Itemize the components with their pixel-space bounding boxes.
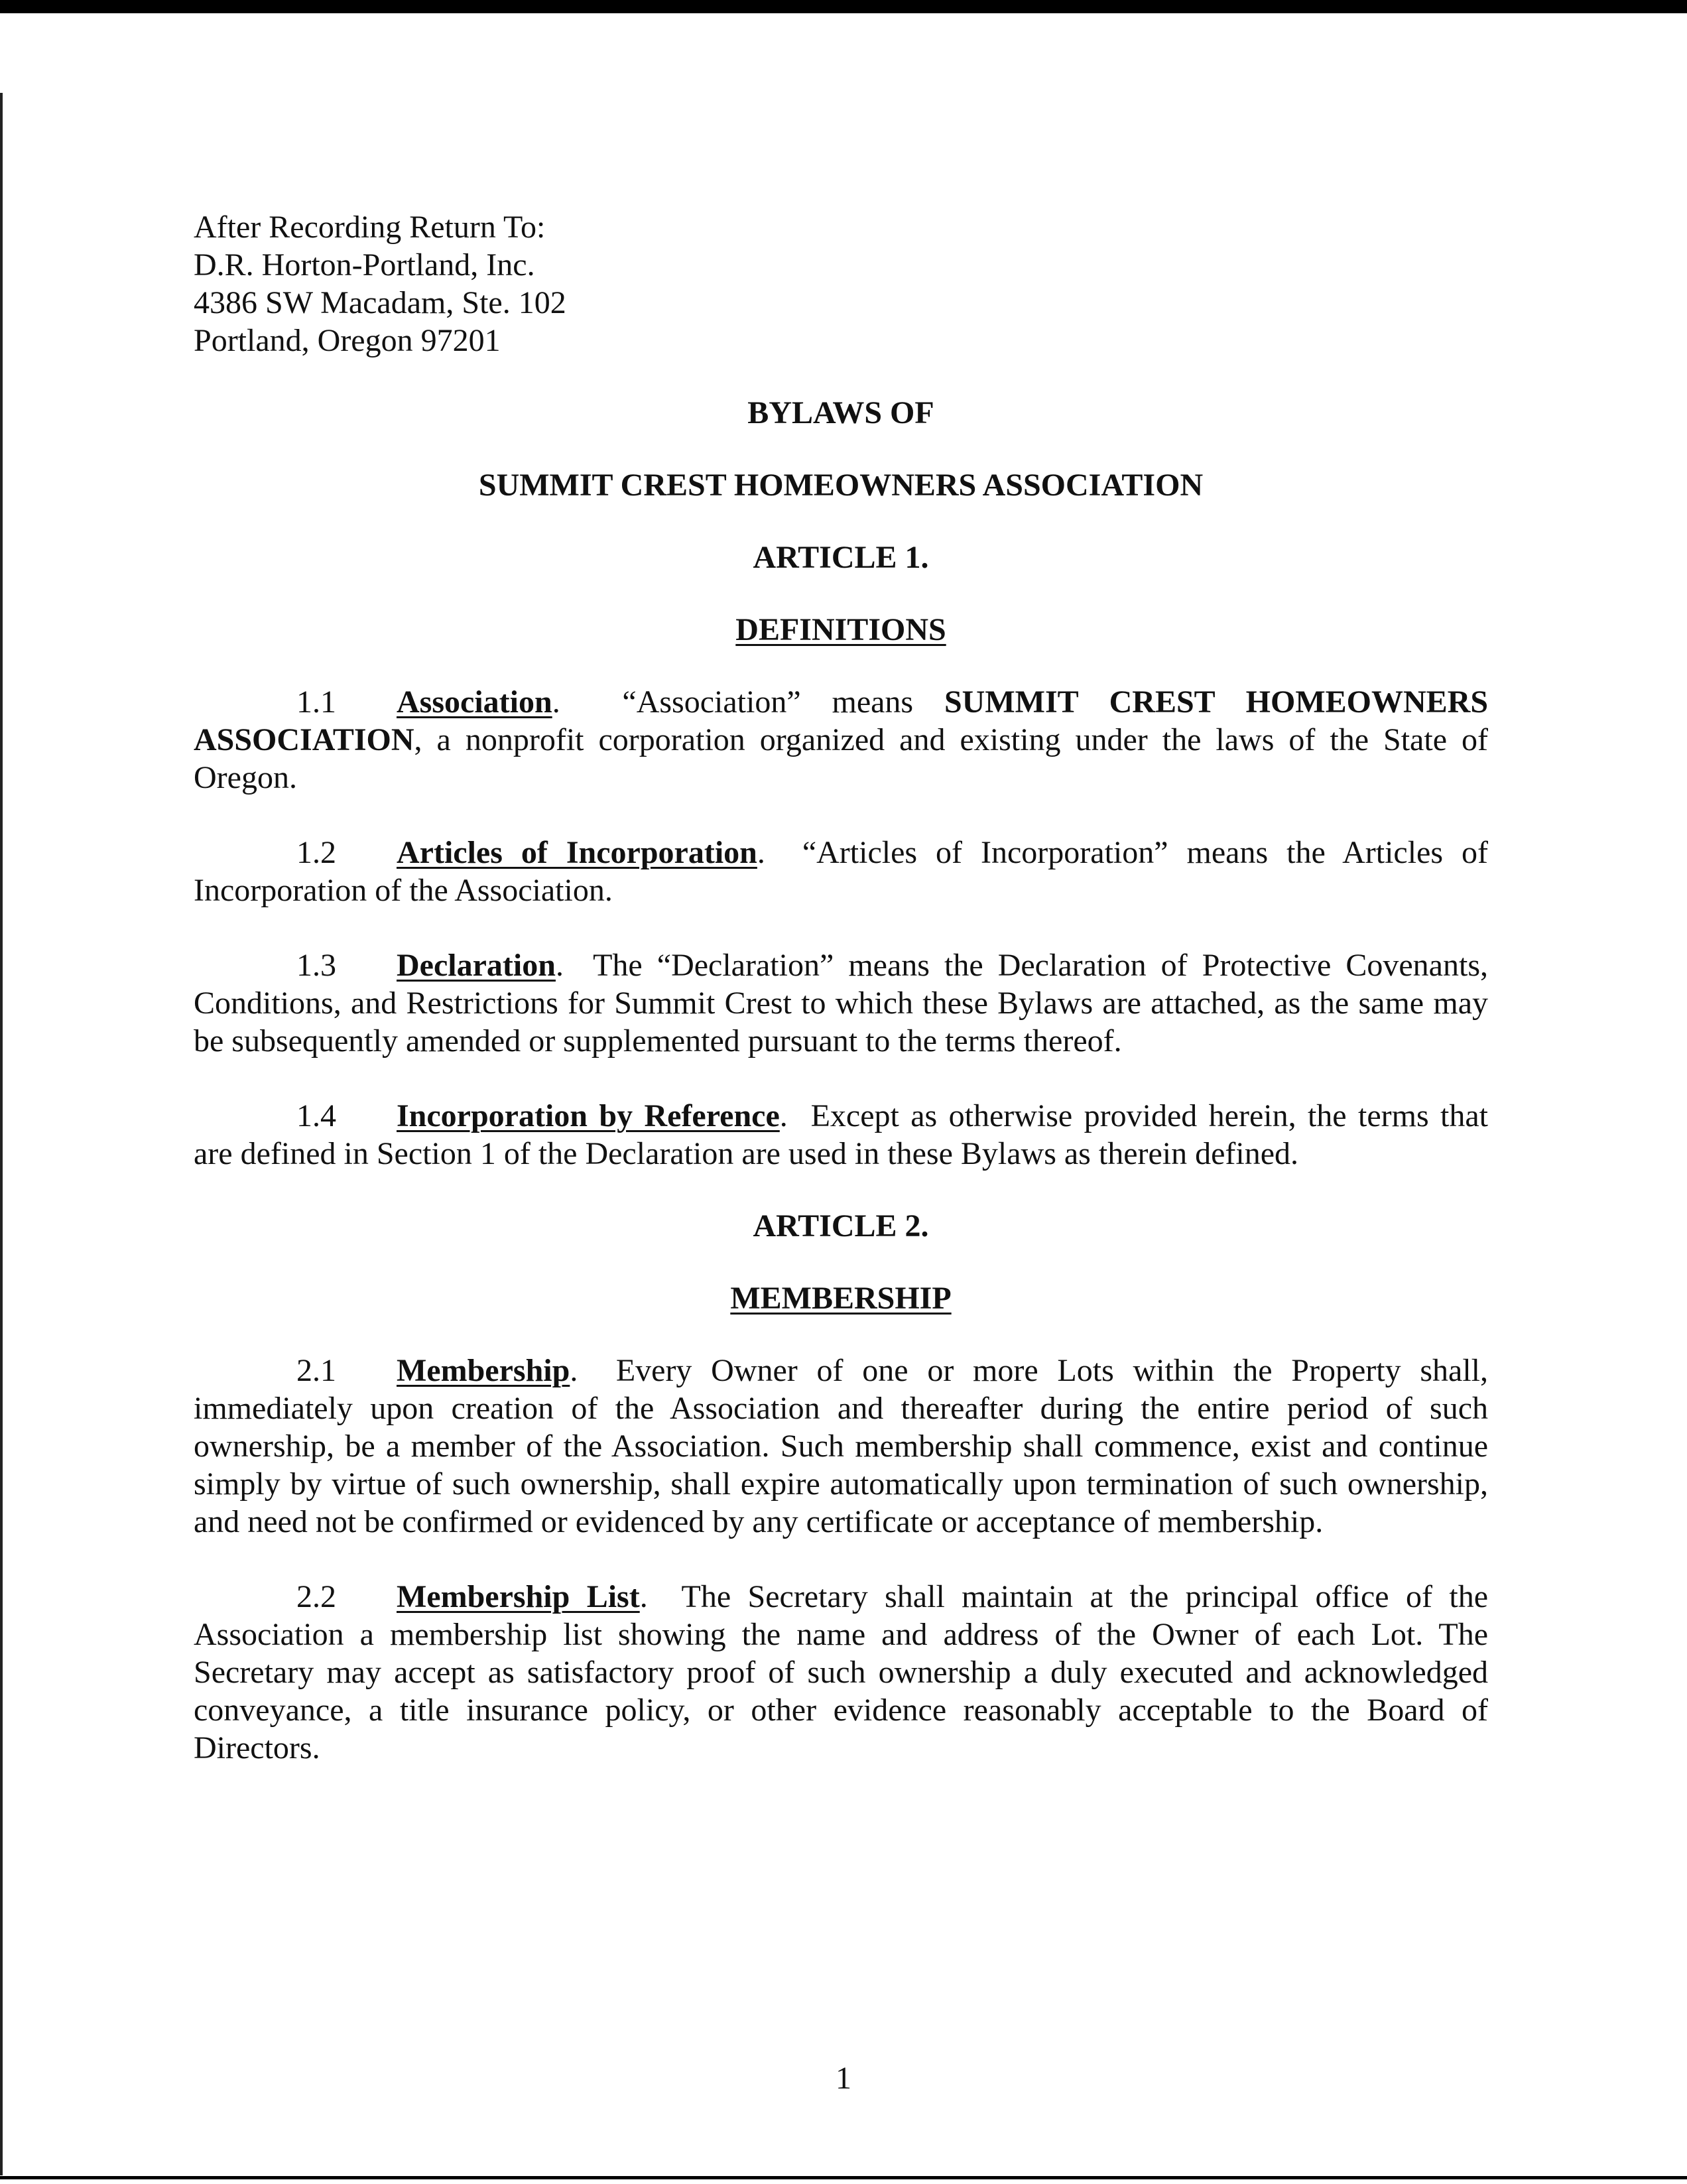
section-number: 1.4 — [296, 1098, 336, 1133]
return-address-line: After Recording Return To: — [194, 210, 546, 245]
article-1-title — [194, 611, 1488, 649]
section-text: Every Owner of one or more Lots within the Property shall, immediately upon creation of the Association and thereafter during the entire period of such ownership, be a member of the Association. Such membership shall commence, exist and continue simply by virtue of such ownership, shall expire automatically upon termination of such ownership, and need not be confirmed or evidenced by any certificate or acceptance of membership. — [194, 1353, 1489, 1539]
association-name-bold: SUMMIT CREST HOMEOWNERS ASSOCIATION — [194, 684, 1489, 757]
section-number: 2.2 — [296, 1579, 336, 1614]
association-title: SUMMIT CREST HOMEOWNERS ASSOCIATION — [478, 468, 1204, 503]
section-term: Membership — [397, 1353, 570, 1388]
section-number: 1.1 — [296, 684, 336, 720]
article-1-title-text: DEFINITIONS — [735, 612, 946, 647]
article-2-heading: ARTICLE 2. — [753, 1208, 929, 1244]
return-address-line: Portland, Oregon 97201 — [194, 323, 501, 358]
section-1-4: 1.4 Incorporation by Reference. Except as otherwise provided herein, the terms that are defined in Section 1 of the Declaration are used in these Bylaws as therein defined. — [194, 1098, 1489, 1171]
return-address-line: D.R. Horton-Portland, Inc. — [194, 247, 535, 283]
return-address-block — [194, 208, 1488, 359]
page-number: 1 — [836, 2061, 851, 2096]
section-1-2: 1.2 Articles of Incorporation. “Articles of Incorporation” means the Articles of Incorporation of the Association. — [194, 835, 1488, 908]
section-term: Association — [397, 684, 552, 720]
section-2-2: 2.2 Membership List. The Secretary shall maintain at the principal office of the Association a membership list showing the name and address of the Owner of each Lot. The Secretary may accept as satisfactory proof of such ownership a duly executed and acknowledged conveyance, a title insurance policy, or other evidence reasonably acceptable to the Board of Directors. — [194, 1579, 1488, 1766]
section-text: The “Declaration” means the Declaration of Protective Covenants, Conditions, and Restrictions for Summit Crest to which these Bylaws are attached, as the same may be subsequently amended or supplemented pursuant to the terms thereof. — [194, 948, 1489, 1059]
section-term: Membership List — [397, 1579, 640, 1614]
scan-border-top — [0, 0, 1687, 13]
section-text: , a nonprofit corporation organized and existing under the laws of the State of Oregon. — [194, 722, 1488, 795]
section-1-3: 1.3 Declaration. The “Declaration” means the Declaration of Protective Covenants, Conditions, and Restrictions for Summit Crest to which these Bylaws are attached, as the same may be subsequently amended or supplemented pursuant to the terms thereof. — [194, 948, 1489, 1059]
article-2-title — [194, 1279, 1488, 1317]
article-1-heading: ARTICLE 1. — [753, 540, 929, 575]
document-title: BYLAWS OF — [747, 395, 934, 430]
section-number: 2.1 — [296, 1353, 336, 1388]
section-term: Articles of Incorporation — [397, 835, 757, 870]
section-text: Except as otherwise provided herein, the terms that are defined in Section 1 of the Declaration are used in these Bylaws as therein defined. — [194, 1098, 1489, 1171]
section-number: 1.3 — [296, 948, 336, 983]
scan-border-left — [0, 93, 3, 2175]
section-1-1: 1.1 Association. “Association” means SUMMIT CREST HOMEOWNERS ASSOCIATION, a nonprofit corporation organized and existing under the laws of the State of Oregon. — [194, 684, 1489, 795]
article-2-title-text: MEMBERSHIP — [730, 1281, 952, 1316]
scan-border-bottom — [0, 2176, 1687, 2179]
section-number: 1.2 — [296, 835, 336, 870]
section-text: The Secretary shall maintain at the principal office of the Association a membership list showing the name and address of the Owner of each Lot. The Secretary may accept as satisfactory proof of such ownership a duly executed and acknowledged conveyance, a title insurance policy, or other evidence reasonably acceptable to the Board of Directors. — [194, 1579, 1488, 1766]
section-text: “Articles of Incorporation” means the Articles of Incorporation of the Association. — [194, 835, 1488, 908]
return-address-line: 4386 SW Macadam, Ste. 102 — [194, 285, 566, 320]
section-2-1: 2.1 Membership. Every Owner of one or more Lots within the Property shall, immediately upon creation of the Association and thereafter during the entire period of such ownership, be a member of the Association. Such membership shall commence, exist and continue simply by virtue of such ownership, shall expire automatically upon termination of such ownership, and need not be confirmed or evidenced by any certificate or acceptance of membership. — [194, 1353, 1489, 1539]
section-term: Declaration — [397, 948, 556, 983]
section-term: Incorporation by Reference — [397, 1098, 780, 1133]
section-text: “Association” means — [622, 684, 944, 720]
document-page — [194, 208, 1488, 1767]
